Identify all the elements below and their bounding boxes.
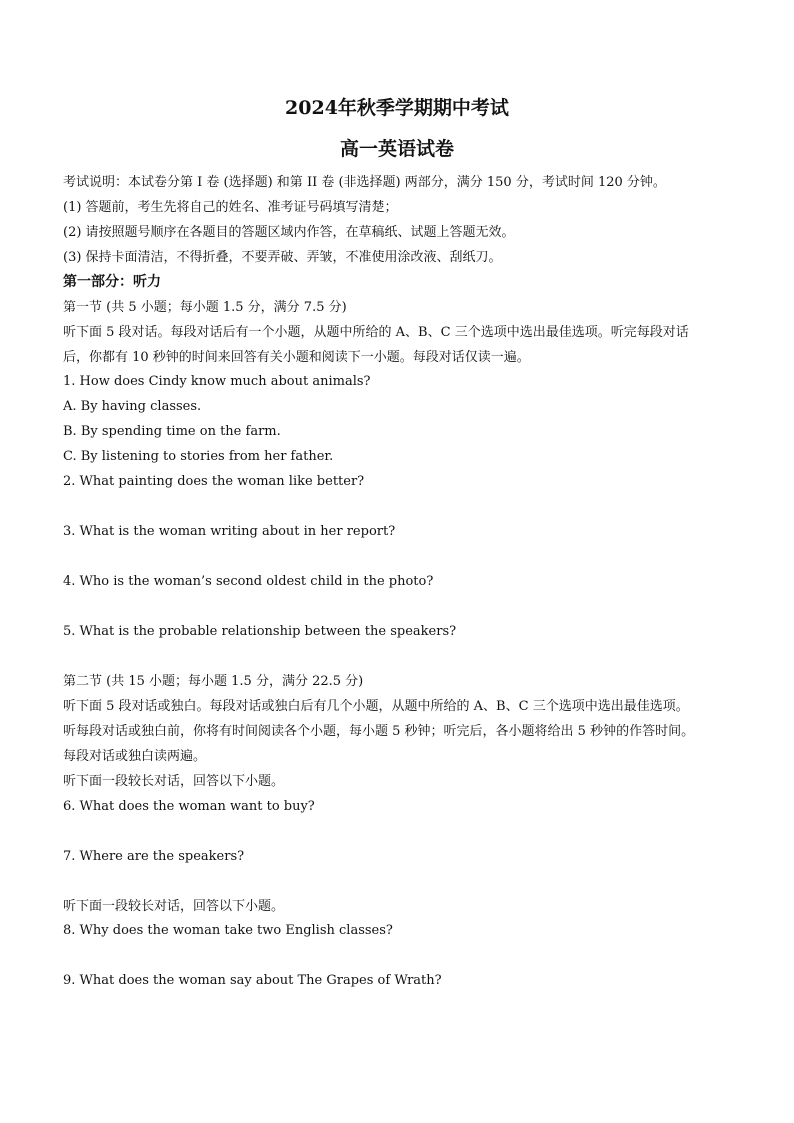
exam-title: 2024年秋季学期期中考试	[285, 97, 509, 119]
exam-subtitle: 高一英语试卷	[339, 138, 454, 160]
question-9-stem: 9. What does the woman say about The Grapes of Wrath?	[63, 973, 442, 988]
question-3-stem: 3. What is the woman writing about in her report?	[63, 524, 396, 539]
section1-heading: 第一节 (共 5 小题；每小题 1.5 分，满分 7.5 分)	[63, 300, 347, 315]
question-2-stem: 2. What painting does the woman like better?	[63, 474, 365, 489]
section2-directions-line-2: 听每段对话或独白前，你将有时间阅读各个小题，每小题 5 秒钟；听完后，各小题将给出 5 秒钟的作答时间。	[63, 724, 695, 739]
part1-heading: 第一部分：听力	[63, 274, 161, 290]
question-1-option-c: C. By listening to stories from her father.	[63, 449, 334, 464]
question-4-stem: 4. Who is the woman’s second oldest child in the photo?	[63, 574, 434, 589]
exam-instructions: 考试说明：本试卷分第 I 卷 (选择题) 和第 II 卷 (非选择题) 两部分，满分 150 分，考试时间 120 分钟。	[63, 175, 666, 190]
question-8-stem: 8. Why does the woman take two English classes?	[63, 923, 393, 938]
question-1-option-a: A. By having classes.	[63, 399, 202, 414]
section2-directions-line-3: 每段对话或独白读两遍。	[63, 749, 207, 764]
question-1-stem: 1. How does Cindy know much about animals?	[63, 374, 371, 389]
instruction-note-3: (3) 保持卡面清洁，不得折叠，不要弄破、弄皱，不准使用涂改液、刮纸刀。	[63, 250, 502, 265]
section1-directions-line-2: 后，你都有 10 秒钟的时间来回答有关小题和阅读下一小题。每段对话仅读一遍。	[63, 350, 530, 365]
question-7-stem: 7. Where are the speakers?	[63, 849, 245, 864]
section2-directions-line-1: 听下面 5 段对话或独白。每段对话或独白后有几个小题，从题中所给的 A、B、C 三个选项中选出最佳选项。	[63, 699, 689, 714]
section1-directions-line-1: 听下面 5 段对话。每段对话后有一个小题，从题中所给的 A、B、C 三个选项中选出最佳选项。听完每段对话	[63, 325, 689, 340]
instruction-note-2: (2) 请按照题号顺序在各题目的答题区域内作答，在草稿纸、试题上答题无效。	[63, 225, 515, 240]
section2-heading: 第二节 (共 15 小题；每小题 1.5 分，满分 22.5 分)	[63, 674, 364, 689]
long-dialog-note: 听下面一段较长对话，回答以下小题。	[63, 899, 285, 914]
long-dialog-note: 听下面一段较长对话，回答以下小题。	[63, 774, 285, 789]
instruction-note-1: (1) 答题前，考生先将自己的姓名、准考证号码填写清楚；	[63, 200, 398, 215]
question-6-stem: 6. What does the woman want to buy?	[63, 799, 315, 814]
question-1-option-b: B. By spending time on the farm.	[63, 424, 281, 439]
question-5-stem: 5. What is the probable relationship between the speakers?	[63, 624, 457, 639]
